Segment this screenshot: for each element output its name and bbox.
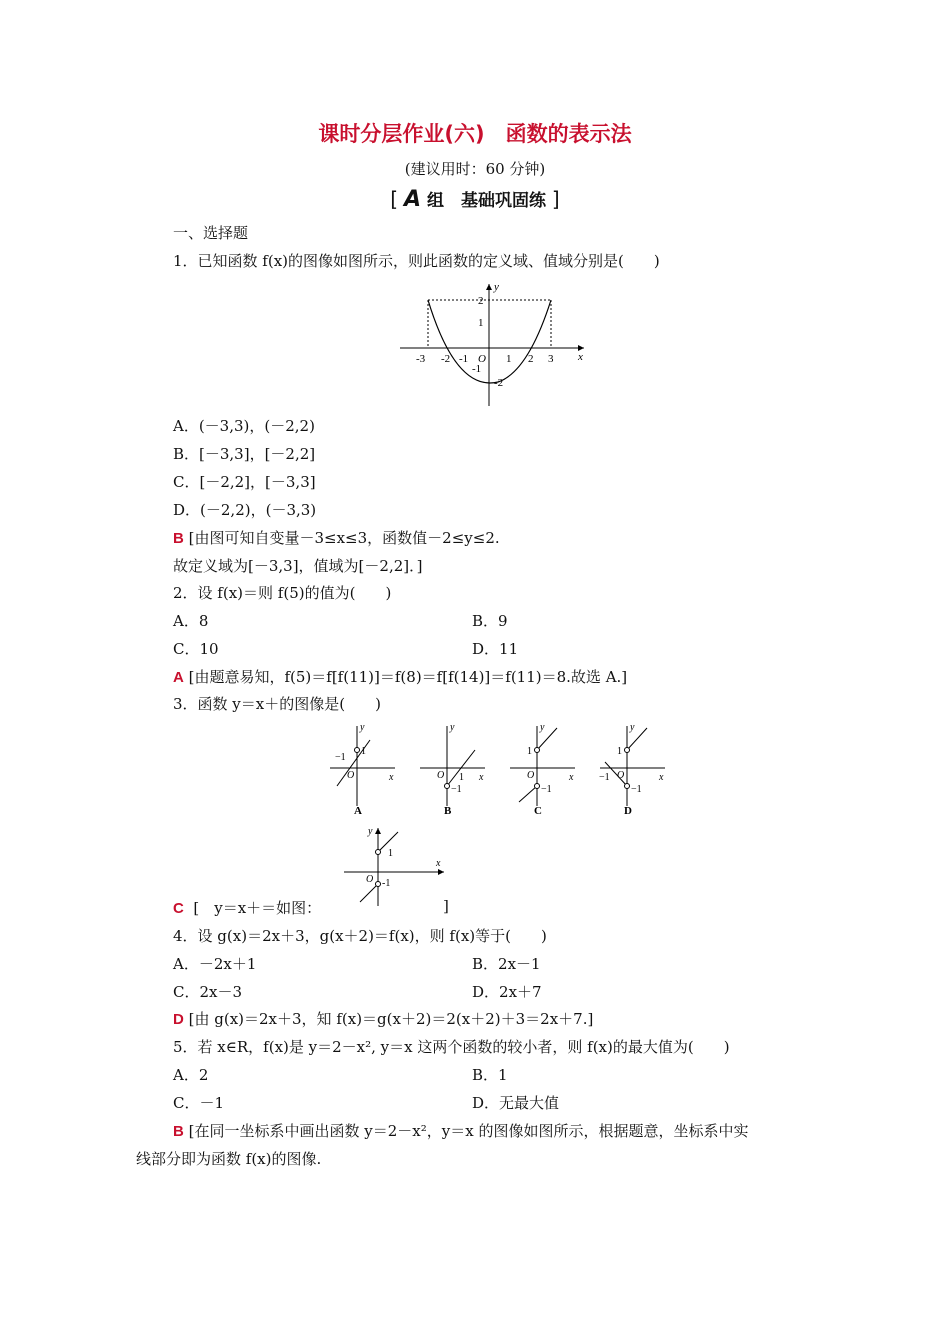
bracket-left: [ xyxy=(390,187,399,211)
svg-text:y: y xyxy=(630,722,635,733)
q4-option-a: A．－2x＋1 xyxy=(173,955,257,973)
q1-ytick: 2 xyxy=(478,295,484,307)
q1-xtick: -1 xyxy=(459,353,469,365)
svg-text:1: 1 xyxy=(361,746,366,757)
q3-explain-close: ] xyxy=(443,897,449,915)
q3-answer-graph xyxy=(340,824,450,908)
q1-answer: B xyxy=(173,530,184,547)
q3-answer-neg-one: -1 xyxy=(382,878,391,889)
q3-answer-origin: O xyxy=(366,874,374,885)
svg-text:y: y xyxy=(360,722,365,733)
q5-explain-cont: 线部分即为函数 f(x)的图像. xyxy=(136,1150,322,1168)
svg-text:y: y xyxy=(450,722,455,733)
q5-solution xyxy=(173,1120,748,1141)
q5-option-b: B．1 xyxy=(472,1066,508,1084)
q1-xtick: 3 xyxy=(548,353,554,365)
q1-xaxis-label: x xyxy=(578,351,583,363)
q3-answer-x: x xyxy=(436,858,441,869)
svg-text:−1: −1 xyxy=(541,784,552,795)
q4-explain: [由 g(x)＝2x＋3，知 f(x)＝g(x＋2)＝2(x＋2)＋3＝2x＋7.] xyxy=(188,1010,594,1028)
q4-option-c: C．2x－3 xyxy=(173,983,243,1001)
q1-yaxis-label: y xyxy=(494,281,499,293)
q3-solution xyxy=(173,897,321,918)
q1-solution xyxy=(173,527,500,548)
q1-ytick: -1 xyxy=(472,363,482,375)
q2-solution xyxy=(173,666,627,687)
svg-text:x: x xyxy=(659,772,664,783)
group-letter: A xyxy=(404,187,422,212)
q4-answer: D xyxy=(173,1011,184,1028)
svg-text:1: 1 xyxy=(459,772,464,783)
svg-text:1: 1 xyxy=(527,746,532,757)
q4-option-b: B．2x－1 xyxy=(472,955,541,973)
q1-xtick: 1 xyxy=(506,353,512,365)
q5-option-a: A．2 xyxy=(173,1066,209,1084)
q5-explain: [在同一坐标系中画出函数 y＝2－x²，y＝x 的图像如图所示，根据题意，坐标系中实 xyxy=(188,1122,749,1140)
svg-text:−1: −1 xyxy=(599,772,610,783)
svg-text:x: x xyxy=(389,772,394,783)
svg-text:−1: −1 xyxy=(451,784,462,795)
q1-stem: 1．已知函数 f(x)的图像如图所示，则此函数的定义域、值域分别是( ) xyxy=(173,252,660,270)
q2-option-c: C．10 xyxy=(173,640,219,658)
q2-option-d: D．11 xyxy=(472,640,519,658)
q1-xtick: -2 xyxy=(441,353,451,365)
q2-explain: [由题意易知，f(5)＝f[f(11)]＝f(8)＝f[f(14)]＝f(11)＝8.故选 A.] xyxy=(188,668,628,686)
q3-label-b: B xyxy=(444,805,452,817)
q5-option-d: D．无最大值 xyxy=(472,1094,560,1112)
q4-stem: 4．设 g(x)＝2x＋3，g(x＋2)＝f(x)，则 f(x)等于( ) xyxy=(173,927,547,945)
q3-answer: C xyxy=(173,900,184,917)
page-title: 课时分层作业(六) 函数的表示法 xyxy=(318,122,632,146)
q1-option-a: A．(－3,3)，(－2,2) xyxy=(173,417,315,435)
q1-xtick: -3 xyxy=(416,353,426,365)
svg-text:1: 1 xyxy=(617,746,622,757)
q4-solution xyxy=(173,1008,593,1029)
group-heading xyxy=(0,186,950,212)
q3-label-a: A xyxy=(354,805,362,817)
q3-answer-y: y xyxy=(368,826,373,837)
q5-answer: B xyxy=(173,1123,184,1140)
svg-text:x: x xyxy=(569,772,574,783)
q3-answer-one: 1 xyxy=(388,848,393,859)
q1-explain-cont: 故定义域为[－3,3]，值域为[－2,2]．] xyxy=(173,557,423,575)
q3-option-graphs xyxy=(325,718,670,818)
svg-text:−1: −1 xyxy=(631,784,642,795)
q2-stem: 2．设 f(x)＝则 f(5)的值为( ) xyxy=(173,584,392,602)
q2-option-b: B．9 xyxy=(472,612,508,630)
q1-xtick: 2 xyxy=(528,353,534,365)
q1-ytick: 1 xyxy=(478,317,484,329)
q1-option-b: B．[－3,3]，[－2,2] xyxy=(173,445,316,463)
q1-option-c: C．[－2,2]，[－3,3] xyxy=(173,473,316,491)
svg-text:−1: −1 xyxy=(335,752,346,763)
q1-graph xyxy=(398,280,588,410)
q2-answer: A xyxy=(173,669,184,686)
q1-origin: O xyxy=(478,353,486,365)
svg-text:O: O xyxy=(617,770,625,781)
svg-text:x: x xyxy=(479,772,484,783)
section-heading: 一、选择题 xyxy=(173,224,249,242)
q3-stem: 3．函数 y＝x＋的图像是( ) xyxy=(173,695,381,713)
q1-option-d: D．(－2,2)，(－3,3) xyxy=(173,501,317,519)
q4-option-d: D．2x＋7 xyxy=(472,983,542,1001)
q1-explain: [由图可知自变量－3≤x≤3，函数值－2≤y≤2. xyxy=(188,529,500,547)
q3-label-d: D xyxy=(624,805,632,817)
q1-ytick: -2 xyxy=(494,377,504,389)
q3-explain: [ y＝x＋＝如图： xyxy=(193,899,322,917)
bracket-right: ] xyxy=(551,187,560,211)
svg-text:O: O xyxy=(347,770,355,781)
svg-text:y: y xyxy=(540,722,545,733)
q5-option-c: C．－1 xyxy=(173,1094,225,1112)
q5-stem: 5．若 x∈R，f(x)是 y＝2－x², y＝x 这两个函数的较小者，则 f(x)的最大值为( ) xyxy=(173,1038,730,1056)
svg-text:O: O xyxy=(437,770,445,781)
q3-label-c: C xyxy=(534,805,542,817)
group-label: 组 基础巩固练 xyxy=(426,191,546,211)
q2-option-a: A．8 xyxy=(173,612,209,630)
svg-text:O: O xyxy=(527,770,535,781)
suggested-time: (建议用时：60 分钟) xyxy=(404,160,546,178)
